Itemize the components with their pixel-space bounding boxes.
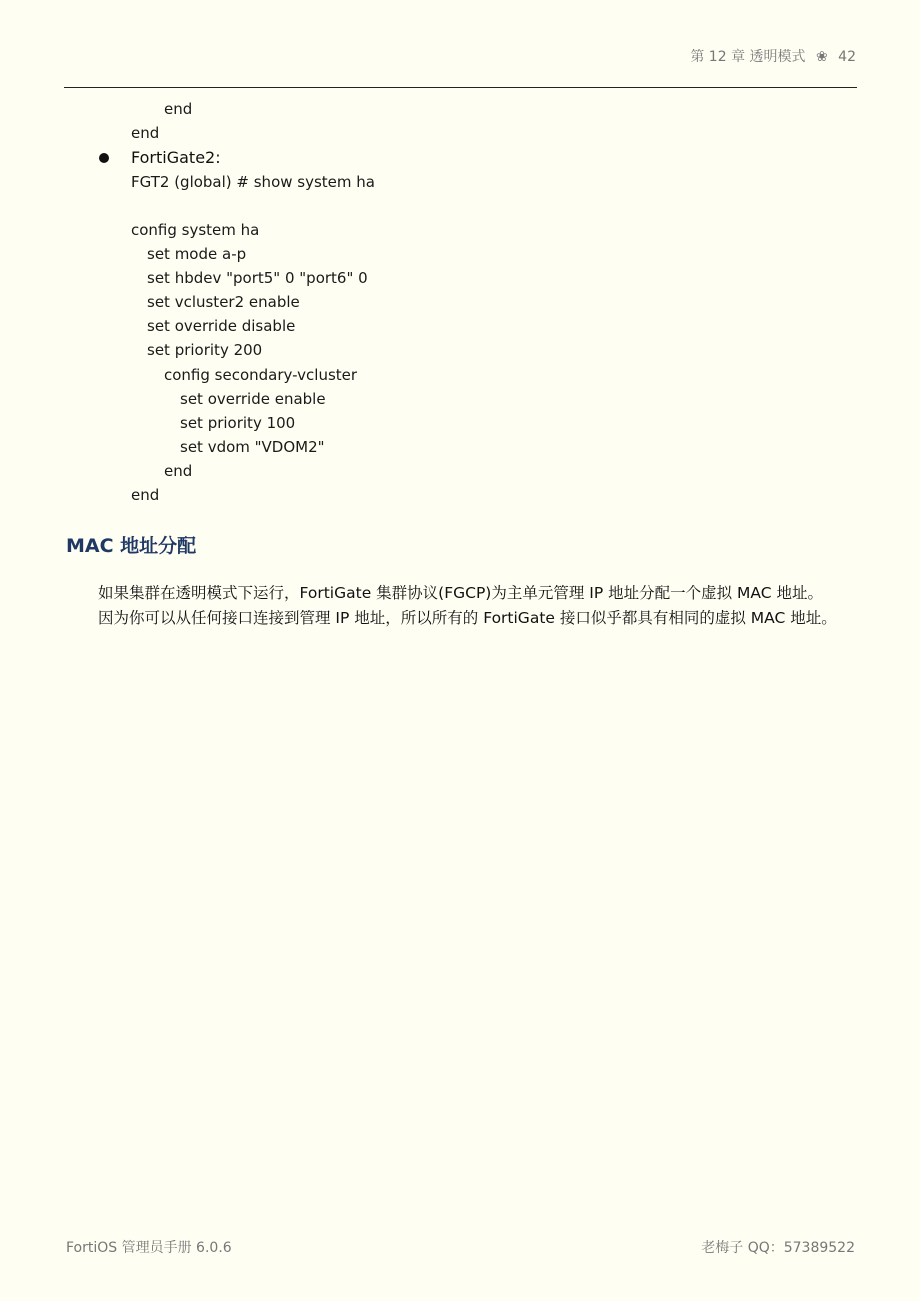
flower-icon: ❀ bbox=[815, 49, 828, 65]
code-line: set vcluster2 enable bbox=[147, 293, 300, 311]
body-paragraph-line: 如果集群在透明模式下运行，FortiGate 集群协议(FGCP)为主单元管理 IP 地址分配一个虚拟 MAC 地址。 bbox=[98, 584, 823, 602]
footer-book-title: FortiOS 管理员手册 6.0.6 bbox=[66, 1240, 232, 1256]
footer-author-contact: 老梅子 QQ：57389522 bbox=[701, 1240, 855, 1256]
code-line: set priority 100 bbox=[180, 414, 296, 432]
page-header bbox=[690, 46, 856, 66]
code-line: set override enable bbox=[180, 390, 326, 408]
code-line: set mode a-p bbox=[147, 245, 247, 263]
body-paragraph-line: 因为你可以从任何接口连接到管理 IP 地址，所以所有的 FortiGate 接口似乎都具有相同的虚拟 MAC 地址。 bbox=[98, 609, 837, 627]
code-line: config system ha bbox=[131, 221, 260, 239]
code-line: end bbox=[164, 100, 193, 118]
bullet-icon bbox=[99, 153, 109, 163]
code-line: set priority 200 bbox=[147, 341, 263, 359]
bullet-label: FortiGate2: bbox=[131, 148, 221, 167]
code-line: end bbox=[164, 462, 193, 480]
code-line: end bbox=[131, 486, 160, 504]
code-line: config secondary-vcluster bbox=[164, 366, 358, 384]
section-heading: MAC 地址分配 bbox=[66, 535, 197, 557]
page-number: 42 bbox=[838, 49, 856, 65]
code-line: set vdom "VDOM2" bbox=[180, 438, 325, 456]
code-line: end bbox=[131, 124, 160, 142]
code-line: set override disable bbox=[147, 317, 296, 335]
header-divider bbox=[64, 87, 857, 88]
chapter-title: 第 12 章 透明模式 bbox=[690, 49, 806, 65]
code-line: FGT2 (global) # show system ha bbox=[131, 173, 375, 191]
code-line: set hbdev "port5" 0 "port6" 0 bbox=[147, 269, 368, 287]
